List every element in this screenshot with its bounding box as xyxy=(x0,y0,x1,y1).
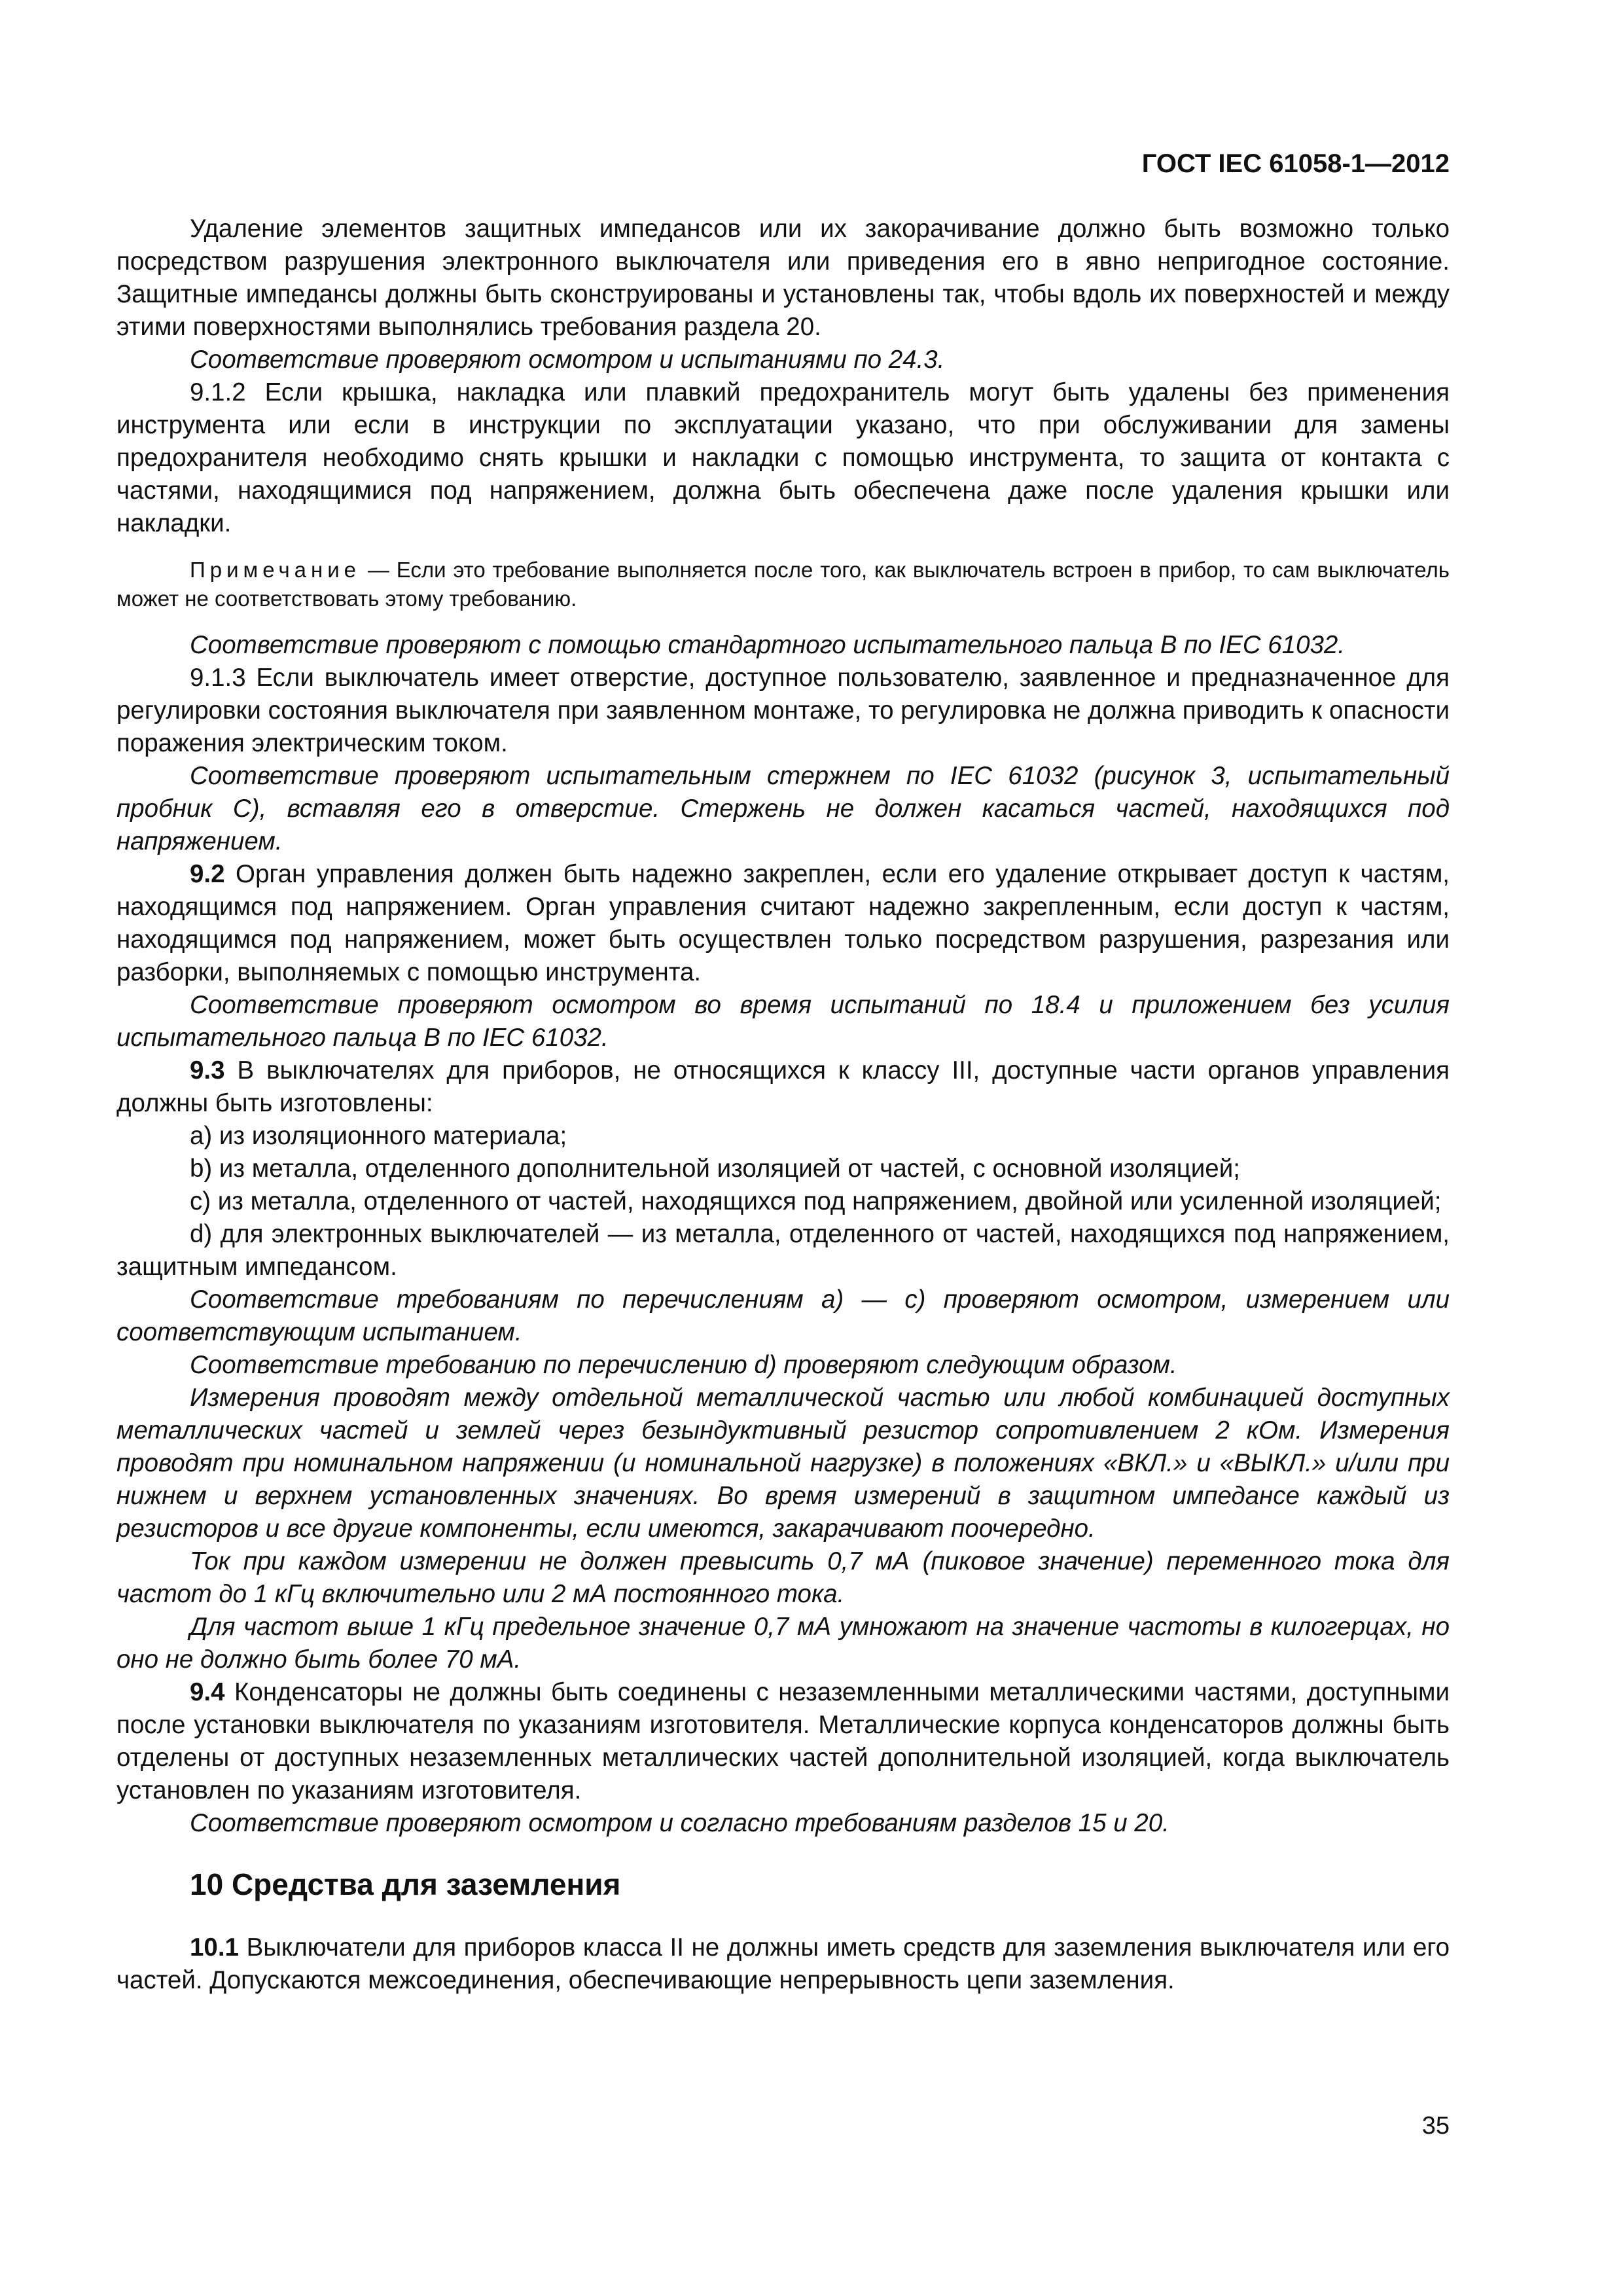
compliance-paragraph: Соответствие проверяют с помощью стандартного испытательного пальца В по IEC 61032. xyxy=(190,631,1346,659)
note-label: Примечание xyxy=(190,558,361,582)
body-paragraph: Удаление элементов защитных импедансов или их закорачивание должно быть возможно только посредством разрушения электронного выключателя или приведения его в явно непригодное состояние. Защитные импедансы должны быть сконструированы и установлены так, чтобы вдоль их поверхностей и между этими поверхностями выполнялись требования раздела 20. xyxy=(116,215,1450,341)
compliance-paragraph: Ток при каждом измерении не должен превысить 0,7 мА (пиковое значение) переменного тока для частот до 1 кГц включительно или 2 мА постоянного тока. xyxy=(116,1547,1450,1608)
document-header: ГОСТ IEC 61058-1—2012 xyxy=(1141,149,1450,178)
body-paragraph: с) из металла, отделенного от частей, находящихся под напряжением, двойной или усиленной изоляцией; xyxy=(190,1187,1442,1215)
clause-number: 9.2 xyxy=(190,860,225,888)
compliance-paragraph: Соответствие проверяют осмотром и испытаниями по 24.3. xyxy=(190,346,945,374)
body-paragraph: b) из металла, отделенного дополнительной изоляцией от частей, с основной изоляцией; xyxy=(190,1155,1240,1183)
body-paragraph: 9.1.3 Если выключатель имеет отверстие, доступное пользователю, заявленное и предназначенное для регулировки состояния выключателя при заявленном монтаже, то регулировка не должна приводить к опасности поражения электрическим током. xyxy=(116,664,1450,757)
page-number: 35 xyxy=(1421,2112,1450,2140)
clause-text: Выключатели для приборов класса II не должны иметь средств для заземления выключателя или его частей. Допускаются межсоединения, обеспечивающие непрерывность цепи заземления. xyxy=(116,1933,1450,1994)
body-paragraph xyxy=(116,858,1450,989)
body-paragraph: d) для электронных выключателей — из металла, отделенного от частей, находящихся под напряжением, защитным импедансом. xyxy=(116,1220,1450,1281)
clause-text: Конденсаторы не должны быть соединены с незаземленными металлическими частями, доступными после установки выключателя по указаниям изготовителя. Металлические корпуса конденсаторов должны быть отделены от доступных незаземленных металлических частей дополнительной изоляцией, когда выключатель установлен по указаниям изготовителя. xyxy=(116,1678,1450,1804)
document-body xyxy=(116,213,1450,1997)
compliance-paragraph: Измерения проводят между отдельной металлической частью или любой комбинацией доступных металлических частей и землей через безындуктивный резистор сопротивлением 2 кОм. Измерения проводят при номинальном напряжении (и номинальной нагрузке) в положениях «ВКЛ.» и «ВЫКЛ.» и/или при нижнем и верхнем установленных значениях. Во время измерений в защитном импедансе каждый из резисторов и все другие компоненты, если имеются, закарачивают поочередно. xyxy=(116,1384,1450,1543)
section-heading: 10 Средства для заземления xyxy=(190,1867,621,1901)
clause-number: 9.4 xyxy=(190,1678,225,1706)
document-page xyxy=(116,0,1450,2296)
body-paragraph: 9.1.2 Если крышка, накладка или плавкий предохранитель могут быть удалены без применения инструмента или если в инструкции по эксплуатации указано, что при обслуживании для замены предохранителя необходимо снять крышки и накладки с помощью инструмента, то защита от контакта с частями, находящимися под напряжением, должна быть обеспечена даже после удаления крышки или накладки. xyxy=(116,378,1450,537)
body-paragraph xyxy=(116,1931,1450,1997)
clause-number: 10.1 xyxy=(190,1933,239,1962)
compliance-paragraph: Для частот выше 1 кГц предельное значение 0,7 мА умножают на значение частоты в килогерцах, но оно не должно быть более 70 мА. xyxy=(116,1613,1450,1674)
compliance-paragraph: Соответствие проверяют осмотром во время испытаний по 18.4 и приложением без усилия испытательного пальца В по IEC 61032. xyxy=(116,991,1450,1052)
compliance-paragraph: Соответствие проверяют осмотром и согласно требованиям разделов 15 и 20. xyxy=(190,1809,1169,1837)
note-text: — Если это требование выполняется после того, как выключатель встроен в прибор, то сам выключатель может не соответствовать этому требованию. xyxy=(116,558,1450,611)
compliance-paragraph: Соответствие требованию по перечислению d) проверяют следующим образом. xyxy=(190,1351,1177,1379)
compliance-paragraph: Соответствие проверяют испытательным стержнем по IEC 61032 (рисунок 3, испытательный пробник С), вставляя его в отверстие. Стержень не должен касаться частей, находящихся под напряжением. xyxy=(116,762,1450,855)
compliance-paragraph: Соответствие требованиям по перечислениям а) — с) проверяют осмотром, измерением или соответствующим испытанием. xyxy=(116,1285,1450,1346)
body-paragraph xyxy=(116,1054,1450,1120)
clause-text: В выключателях для приборов, не относящихся к классу III, доступные части органов управления должны быть изготовлены: xyxy=(116,1056,1450,1117)
body-paragraph: а) из изоляционного материала; xyxy=(190,1122,567,1150)
clause-number: 9.3 xyxy=(190,1056,225,1085)
body-paragraph xyxy=(116,1676,1450,1807)
clause-text: Орган управления должен быть надежно закреплен, если его удаление открывает доступ к частям, находящимся под напряжением. Орган управления считают надежно закрепленным, если доступ к частям, находящимся под напряжением, может быть осуществлен только посредством разрушения, разрезания или разборки, выполняемых с помощью инструмента. xyxy=(116,860,1450,986)
note-paragraph xyxy=(116,556,1450,613)
